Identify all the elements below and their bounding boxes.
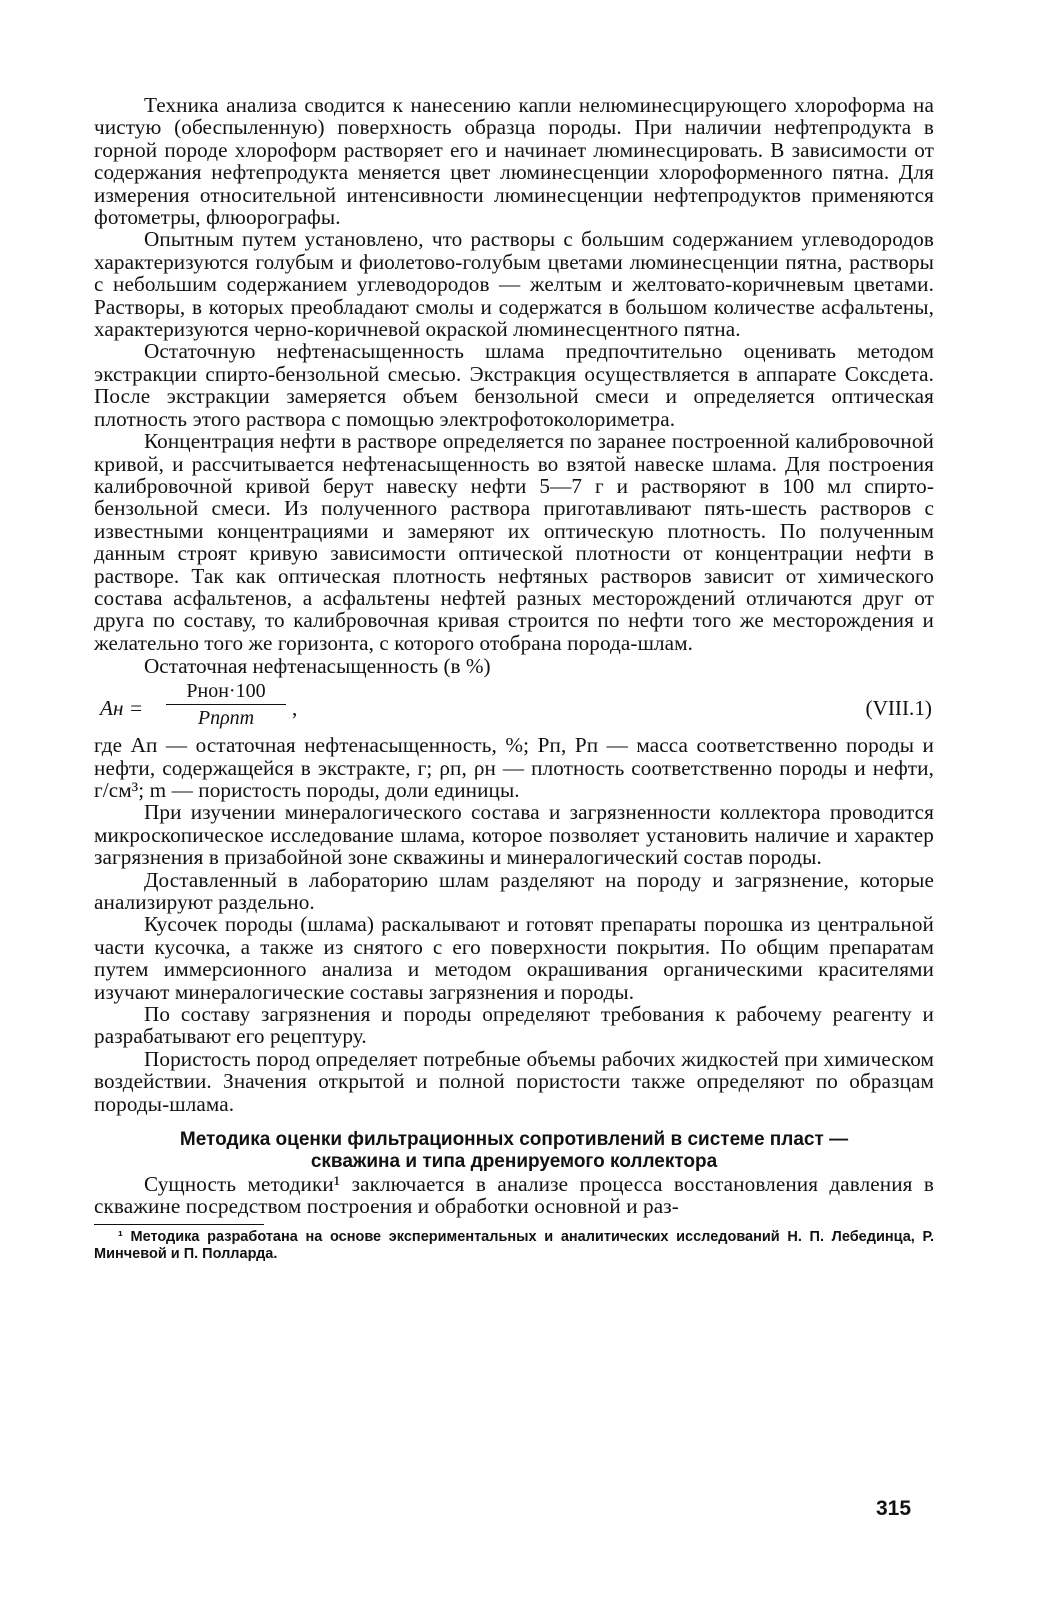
formula-caption: Остаточная нефтенасыщенность (в %): [144, 654, 491, 679]
formula-viii-1: [94, 678, 934, 734]
paragraph-sample-preparation: Кусочек породы (шлама) раскалывают и готовят препараты порошка из центральной части кусочка, а также из снятого с его поверхности покрытия. По общим препаратам путем иммерсионного анализа и методом окрашивания органическими красителями изучают минералогические составы загрязнения и породы.: [94, 912, 934, 1004]
page-number: 315: [876, 1497, 912, 1520]
formula-lhs: Aн =: [100, 696, 144, 721]
section-heading: Методика оценки фильтрационных сопротивлений в системе пласт — скважина и типа дренируемого коллектора: [179, 1129, 849, 1173]
paragraph-method-essence: Сущность методики¹ заключается в анализе процесса восстановления давления в скважине посредством построения и обработки основной и раз-: [94, 1172, 934, 1219]
paragraph-oil-concentration: Концентрация нефти в растворе определяется по заранее построенной калибровочной кривой, и рассчитывается нефтенасыщенность во взятой навеске шлама. Для построения калибровочной кривой берут навеску нефти 5—7 г и растворяют в 100 мл спирто-бензольной смеси. Из полученного раствора приготавливают пять-шесть растворов с известными концентрациями и замеряют их оптическую плотность. По полученным данным строят кривую зависимости оптической плотности от концентрации нефти в растворе. Так как оптическая плотность нефтяных растворов зависит от химического состава асфальтенов, а асфальтены нефтей разных месторождений отличаются друг от друга по составу, то калибровочная кривая строится по нефти того же месторождения и желательно того же горизонта, с которого отобрана порода-шлам.: [94, 429, 934, 655]
formula-denominator: Pпρпm: [197, 707, 255, 730]
paragraph-residual-saturation: Остаточную нефтенасыщенность шлама предпочтительно оценивать методом экстракции спирто-бензольной смесью. Экстракция осуществляется в аппарате Соксдета. После экстракции замеряется объем бензольной смеси и определяется оптическая плотность этого раствора с помощью электрофотоколориметра.: [94, 339, 934, 431]
formula-comma: ,: [292, 696, 298, 721]
page-body: [94, 94, 934, 1263]
paragraph-mineralogical-study: При изучении минералогического состава и загрязненности коллектора проводится микроскопическое исследование шлама, которое позволяет установить наличие и характер загрязнения в призабойной зоне скважины и минералогический состав породы.: [94, 800, 934, 870]
paragraph-porosity: Пористость пород определяет потребные объемы рабочих жидкостей при химическом воздействии. Значения открытой и полной пористости также определяют по образцам породы-шлама.: [94, 1046, 934, 1116]
paragraph-formula-legend: где Aп — остаточная нефтенасыщенность, %; Pп, Pп — масса соответственно породы и нефти, содержащейся в экстракте, г; ρп, ρн — плотность соответственно породы и нефти, г/см³; m — пористость породы, доли единицы.: [94, 733, 934, 802]
paragraph-reagent-requirements: По составу загрязнения и породы определяют требования к рабочему реагенту и разрабатывают его рецептуру.: [94, 1002, 934, 1049]
formula-fraction: [166, 678, 286, 731]
formula-numerator: Pнoн·100: [186, 680, 266, 703]
footnote-divider: [94, 1224, 264, 1225]
formula-number: (VIII.1): [865, 696, 932, 721]
paragraph-sample-separation: Доставленный в лабораторию шлам разделяют на породу и загрязнение, которые анализируют раздельно.: [94, 867, 934, 914]
footnote: ¹ Методика разработана на основе экспериментальных и аналитических исследований Н. П. Лебединца, Р. Минчевой и П. Полларда.: [94, 1228, 934, 1262]
paragraph-analysis-technique: Техника анализа сводится к нанесению капли нелюминесцирующего хлороформа на чистую (обеспыленную) поверхность образца породы. При наличии нефтепродукта в горной породе хлороформ растворяет его и начинает люминесцировать. В зависимости от содержания нефтепродукта меняется цвет люминесценции хлороформенного пятна. Для измерения относительной интенсивности люминесценции нефтепродуктов применяются фотометры, флюорографы.: [94, 93, 934, 230]
paragraph-experimental-results: Опытным путем установлено, что растворы с большим содержанием углеводородов характеризуются голубым и фиолетово-голубым цветами люминесценции пятна, растворы с небольшим содержанием углеводородов — желтым и желтовато-коричневым цветами. Растворы, в которых преобладают смолы и содержатся в большом количестве асфальтены, характеризуются черно-коричневой окраской люминесцентного пятна.: [94, 227, 934, 342]
